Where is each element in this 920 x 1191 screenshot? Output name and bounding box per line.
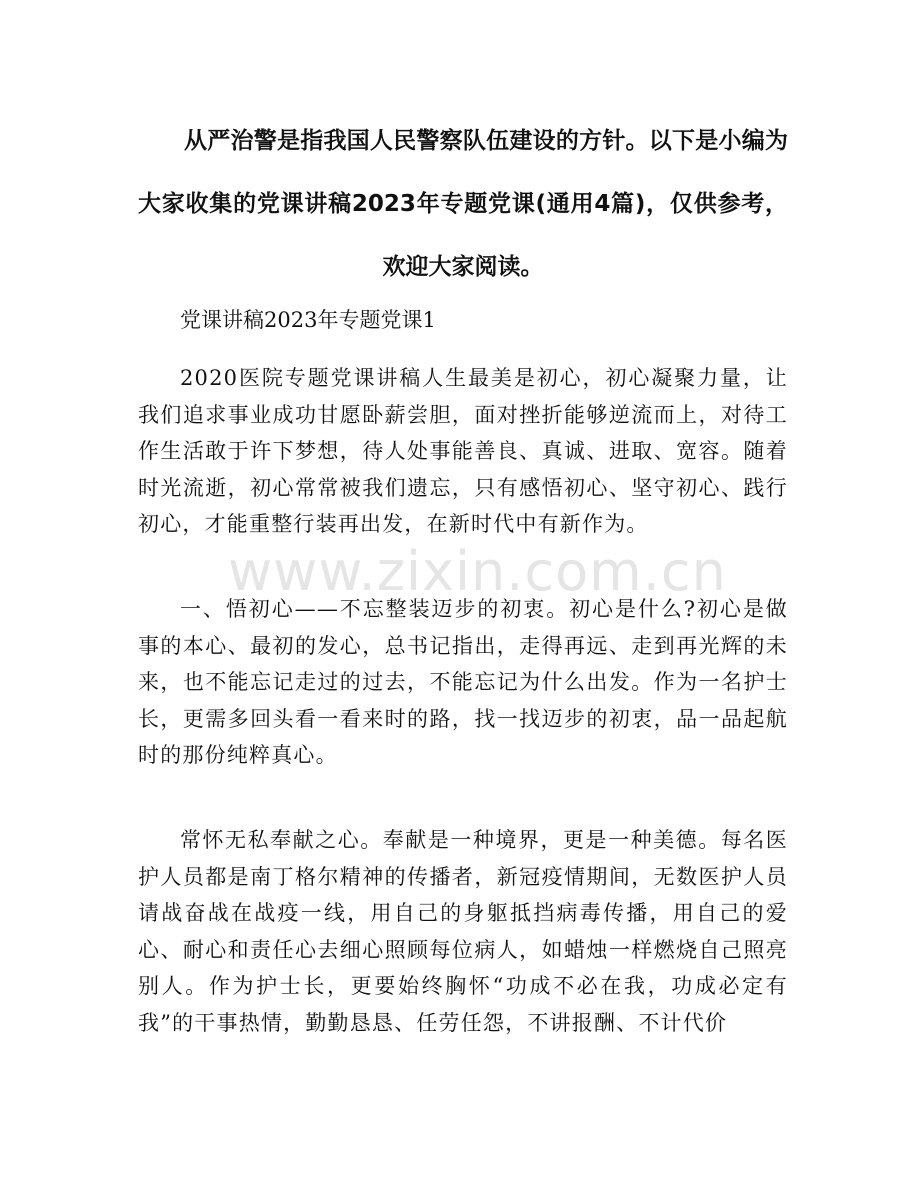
body-paragraph-2: 一、悟初心——不忘整装迈步的初衷。初心是什么?初心是做事的本心、最初的发心，总书记指出，走得再远、走到再光辉的未来，也不能忘记走过的过去，不能忘记为什么出发。作为一名护士长，更需多回头看一看来时的路，找一找迈步的初衷，品一品起航时的那份纯粹真心。 [138, 597, 788, 767]
intro-paragraph: 从严治警是指我国人民警察队伍建设的方针。以下是小编为大家收集的党课讲稿2023年专题党课(通用4篇)，仅供参考，欢迎大家阅读。 [138, 128, 788, 280]
body-paragraph-3: 常怀无私奉献之心。奉献是一种境界，更是一种美德。每名医护人员都是南丁格尔精神的传播者，新冠疫情期间，无数医护人员请战奋战在战疫一线，用自己的身躯抵挡病毒传播，用自己的爱心、耐心和责任心去细心照顾每位病人，如蜡烛一样燃烧自己照亮别人。作为护士长，更要始终胸怀“功成不必在我，功成必定有我”的干事热情，勤勤恳恳、任劳任怨，不讲报酬、不计代价 [138, 828, 788, 1035]
watermark: www.zixin.com.cn [228, 540, 727, 603]
body-paragraph-1: 2020医院专题党课讲稿人生最美是初心，初心凝聚力量，让我们追求事业成功甘愿卧薪尝胆，面对挫折能够逆流而上，对待工作生活敢于许下梦想，待人处事能善良、真诚、进取、宽容。随着时光流逝，初心常常被我们遗忘，只有感悟初心、坚守初心、践行初心，才能重整行装再出发，在新时代中有新作为。 [138, 366, 788, 536]
section-subtitle: 党课讲稿2023年专题党课1 [180, 308, 436, 332]
